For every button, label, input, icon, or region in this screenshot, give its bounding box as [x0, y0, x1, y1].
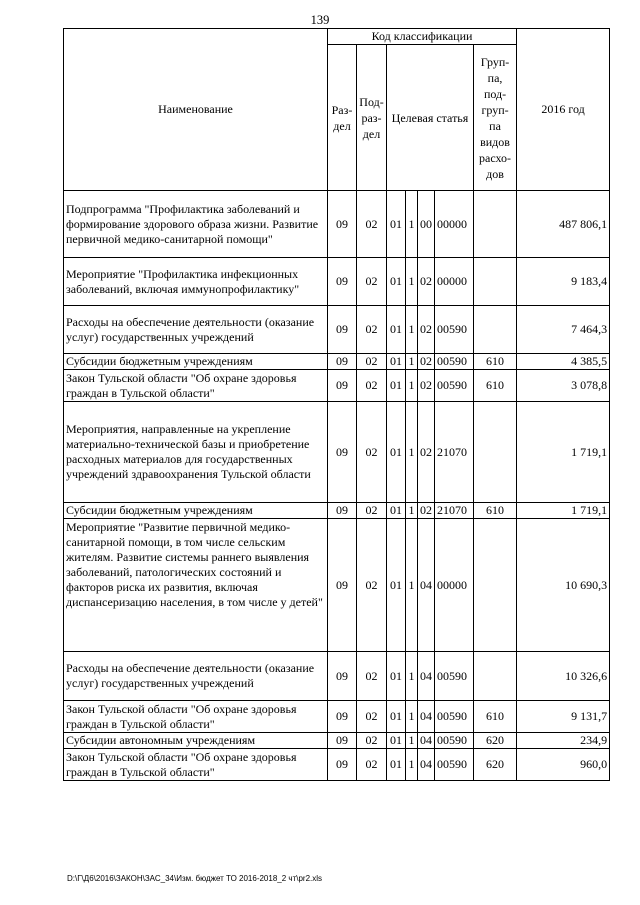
row-name: Субсидии бюджетным учреждениям	[64, 503, 328, 519]
row-target-4: 00000	[435, 258, 474, 306]
row-name: Расходы на обеспечение деятельности (оказание услуг) государственных учреждений	[64, 306, 328, 354]
row-target-3: 02	[418, 503, 435, 519]
row-target-3: 04	[418, 701, 435, 733]
row-value: 9 131,7	[517, 701, 610, 733]
row-group: 610	[474, 354, 517, 370]
table-row	[64, 402, 610, 503]
row-target-2: 1	[406, 258, 418, 306]
row-name: Закон Тульской области "Об охране здоровья граждан в Тульской области"	[64, 749, 328, 781]
row-target-2: 1	[406, 402, 418, 503]
row-target-2: 1	[406, 652, 418, 701]
row-podrazdel: 02	[357, 402, 387, 503]
row-target-1: 01	[387, 701, 406, 733]
table-row	[64, 733, 610, 749]
row-podrazdel: 02	[357, 354, 387, 370]
header-target: Целевая статья	[387, 45, 474, 191]
row-target-1: 01	[387, 306, 406, 354]
row-target-1: 01	[387, 749, 406, 781]
row-razdel: 09	[328, 503, 357, 519]
row-target-2: 1	[406, 354, 418, 370]
table-row	[64, 701, 610, 733]
row-value: 10 326,6	[517, 652, 610, 701]
row-podrazdel: 02	[357, 306, 387, 354]
row-target-1: 01	[387, 191, 406, 258]
row-target-4: 00590	[435, 306, 474, 354]
row-value: 234,9	[517, 733, 610, 749]
row-target-2: 1	[406, 749, 418, 781]
row-group: 610	[474, 701, 517, 733]
row-value: 4 385,5	[517, 354, 610, 370]
row-name: Закон Тульской области "Об охране здоровья граждан в Тульской области"	[64, 701, 328, 733]
row-razdel: 09	[328, 652, 357, 701]
row-podrazdel: 02	[357, 191, 387, 258]
table-row	[64, 652, 610, 701]
header-group: Груп- па, под- груп- па видов расхо- дов	[474, 45, 517, 191]
row-value: 10 690,3	[517, 519, 610, 652]
row-podrazdel: 02	[357, 733, 387, 749]
table-row	[64, 749, 610, 781]
table-row	[64, 503, 610, 519]
row-target-1: 01	[387, 258, 406, 306]
row-podrazdel: 02	[357, 258, 387, 306]
row-target-1: 01	[387, 519, 406, 652]
row-target-1: 01	[387, 652, 406, 701]
table-row	[64, 258, 610, 306]
row-value: 3 078,8	[517, 370, 610, 402]
row-value: 1 719,1	[517, 402, 610, 503]
row-group	[474, 519, 517, 652]
row-name: Закон Тульской области "Об охране здоровья граждан в Тульской области"	[64, 370, 328, 402]
row-target-2: 1	[406, 701, 418, 733]
row-target-2: 1	[406, 306, 418, 354]
row-target-1: 01	[387, 733, 406, 749]
row-name: Субсидии бюджетным учреждениям	[64, 354, 328, 370]
row-target-3: 04	[418, 652, 435, 701]
row-group	[474, 652, 517, 701]
row-podrazdel: 02	[357, 652, 387, 701]
header-year: 2016 год	[517, 29, 610, 191]
header-razdel: Раз- дел	[328, 45, 357, 191]
row-target-4: 00590	[435, 354, 474, 370]
table-row	[64, 306, 610, 354]
row-group	[474, 306, 517, 354]
row-target-1: 01	[387, 370, 406, 402]
file-path-footer: D:\Г\Д6\2016\ЗАКОН\ЗАС_34\Изм. бюджет ТО 2016-2018_2 чт\pr2.xls	[67, 874, 323, 883]
row-target-1: 01	[387, 402, 406, 503]
budget-table	[63, 28, 610, 781]
row-podrazdel: 02	[357, 749, 387, 781]
row-target-4: 00590	[435, 749, 474, 781]
row-name: Расходы на обеспечение деятельности (оказание услуг) государственных учреждений	[64, 652, 328, 701]
row-group	[474, 258, 517, 306]
row-razdel: 09	[328, 354, 357, 370]
header-name: Наименование	[64, 29, 328, 191]
row-group: 610	[474, 503, 517, 519]
row-razdel: 09	[328, 258, 357, 306]
row-razdel: 09	[328, 370, 357, 402]
table-row	[64, 370, 610, 402]
header-code: Код классификации	[328, 29, 517, 45]
row-target-4: 00590	[435, 701, 474, 733]
row-target-2: 1	[406, 370, 418, 402]
row-value: 7 464,3	[517, 306, 610, 354]
row-group: 620	[474, 749, 517, 781]
header-row-top	[64, 29, 610, 45]
row-target-3: 02	[418, 306, 435, 354]
row-target-3: 04	[418, 519, 435, 652]
row-razdel: 09	[328, 519, 357, 652]
row-name: Мероприятие "Профилактика инфекционных заболеваний, включая иммунопрофилактику"	[64, 258, 328, 306]
row-target-3: 02	[418, 402, 435, 503]
page-number: 139	[310, 13, 330, 27]
table-row	[64, 191, 610, 258]
row-target-3: 04	[418, 733, 435, 749]
row-group	[474, 191, 517, 258]
row-target-3: 02	[418, 354, 435, 370]
row-target-1: 01	[387, 354, 406, 370]
row-target-2: 1	[406, 733, 418, 749]
row-target-3: 04	[418, 749, 435, 781]
row-target-3: 02	[418, 370, 435, 402]
row-target-4: 00590	[435, 370, 474, 402]
row-name: Подпрограмма "Профилактика заболеваний и формирование здорового образа жизни. Развитие первичной медико-санитарной помощи"	[64, 191, 328, 258]
row-razdel: 09	[328, 749, 357, 781]
row-target-3: 00	[418, 191, 435, 258]
row-target-2: 1	[406, 503, 418, 519]
row-name: Мероприятия, направленные на укрепление материально-технической базы и приобретение расходных материалов для государственных учреждений здравоохранения Тульской области	[64, 402, 328, 503]
row-target-4: 00590	[435, 652, 474, 701]
row-razdel: 09	[328, 306, 357, 354]
row-name: Мероприятие "Развитие первичной медико-санитарной помощи, в том числе сельским жителям. Развитие системы раннего выявления заболеваний, патологических состояний и факторов риска их развития, включая диспансеризацию населения, в том числе у детей"	[64, 519, 328, 652]
row-target-1: 01	[387, 503, 406, 519]
row-value: 9 183,4	[517, 258, 610, 306]
row-group: 620	[474, 733, 517, 749]
row-target-2: 1	[406, 191, 418, 258]
row-podrazdel: 02	[357, 701, 387, 733]
row-value: 487 806,1	[517, 191, 610, 258]
table-row	[64, 354, 610, 370]
row-razdel: 09	[328, 191, 357, 258]
header-podrazdel: Под- раз- дел	[357, 45, 387, 191]
row-target-4: 21070	[435, 503, 474, 519]
row-name: Субсидии автономным учреждениям	[64, 733, 328, 749]
row-target-3: 02	[418, 258, 435, 306]
row-razdel: 09	[328, 402, 357, 503]
table-row	[64, 519, 610, 652]
row-value: 960,0	[517, 749, 610, 781]
row-target-4: 00000	[435, 191, 474, 258]
row-value: 1 719,1	[517, 503, 610, 519]
row-razdel: 09	[328, 701, 357, 733]
row-target-4: 00000	[435, 519, 474, 652]
row-podrazdel: 02	[357, 519, 387, 652]
row-podrazdel: 02	[357, 503, 387, 519]
row-group	[474, 402, 517, 503]
row-group: 610	[474, 370, 517, 402]
row-target-2: 1	[406, 519, 418, 652]
row-razdel: 09	[328, 733, 357, 749]
row-podrazdel: 02	[357, 370, 387, 402]
row-target-4: 00590	[435, 733, 474, 749]
row-target-4: 21070	[435, 402, 474, 503]
